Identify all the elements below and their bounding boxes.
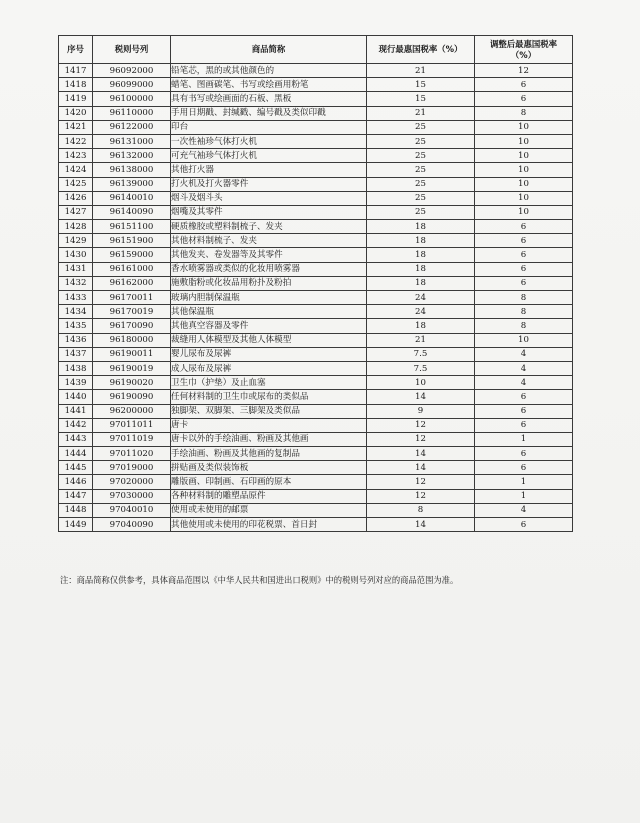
cell-adjusted-rate: 10 — [475, 177, 573, 191]
cell-product-name: 印台 — [171, 120, 367, 134]
table-row — [59, 376, 573, 390]
cell-adjusted-rate: 1 — [475, 475, 573, 489]
cell-tariff-code: 96138000 — [93, 163, 171, 177]
cell-product-name: 裁缝用人体模型及其他人体模型 — [171, 333, 367, 347]
cell-seq: 1434 — [59, 305, 93, 319]
cell-product-name: 其他发夹、卷发器等及其零件 — [171, 248, 367, 262]
cell-seq: 1441 — [59, 404, 93, 418]
cell-seq: 1448 — [59, 503, 93, 517]
cell-current-rate: 21 — [367, 333, 475, 347]
cell-product-name: 雕版画、印制画、石印画的原本 — [171, 475, 367, 489]
cell-current-rate: 14 — [367, 461, 475, 475]
cell-seq: 1417 — [59, 64, 93, 78]
cell-product-name: 其他打火器 — [171, 163, 367, 177]
cell-adjusted-rate: 8 — [475, 305, 573, 319]
cell-seq: 1439 — [59, 376, 93, 390]
cell-adjusted-rate: 6 — [475, 276, 573, 290]
cell-current-rate: 21 — [367, 106, 475, 120]
cell-adjusted-rate: 4 — [475, 376, 573, 390]
cell-adjusted-rate: 6 — [475, 418, 573, 432]
table-row — [59, 191, 573, 205]
cell-current-rate: 14 — [367, 518, 475, 532]
cell-current-rate: 15 — [367, 92, 475, 106]
cell-tariff-code: 96190090 — [93, 390, 171, 404]
cell-seq: 1427 — [59, 205, 93, 219]
cell-current-rate: 21 — [367, 64, 475, 78]
cell-current-rate: 9 — [367, 404, 475, 418]
cell-seq: 1418 — [59, 78, 93, 92]
tariff-table — [58, 35, 573, 532]
cell-product-name: 其他材料制梳子、发夹 — [171, 234, 367, 248]
cell-seq: 1444 — [59, 447, 93, 461]
cell-product-name: 烟斗及烟斗头 — [171, 191, 367, 205]
cell-current-rate: 14 — [367, 447, 475, 461]
cell-product-name: 手绘油画、粉画及其他画的复制品 — [171, 447, 367, 461]
cell-tariff-code: 96132000 — [93, 149, 171, 163]
cell-adjusted-rate: 6 — [475, 404, 573, 418]
cell-seq: 1446 — [59, 475, 93, 489]
header-seq: 序号 — [59, 36, 93, 64]
table-row — [59, 106, 573, 120]
cell-product-name: 其他真空容器及零件 — [171, 319, 367, 333]
cell-product-name: 烟嘴及其零件 — [171, 205, 367, 219]
cell-seq: 1447 — [59, 489, 93, 503]
table-row — [59, 205, 573, 219]
cell-product-name: 打火机及打火器零件 — [171, 177, 367, 191]
table-row — [59, 404, 573, 418]
table-row — [59, 120, 573, 134]
cell-product-name: 具有书写或绘画面的石板、黑板 — [171, 92, 367, 106]
cell-tariff-code: 97040010 — [93, 503, 171, 517]
cell-seq: 1429 — [59, 234, 93, 248]
cell-current-rate: 25 — [367, 149, 475, 163]
table-row — [59, 418, 573, 432]
cell-seq: 1432 — [59, 276, 93, 290]
cell-seq: 1449 — [59, 518, 93, 532]
cell-adjusted-rate: 6 — [475, 92, 573, 106]
header-adjusted-mfn-rate — [475, 36, 573, 64]
cell-tariff-code: 97019000 — [93, 461, 171, 475]
cell-seq: 1430 — [59, 248, 93, 262]
cell-current-rate: 18 — [367, 319, 475, 333]
cell-product-name: 卫生巾（护垫）及止血塞 — [171, 376, 367, 390]
cell-product-name: 任何材料制的卫生巾或尿布的类似品 — [171, 390, 367, 404]
cell-seq: 1421 — [59, 120, 93, 134]
cell-product-name: 各种材料制的雕塑品原件 — [171, 489, 367, 503]
cell-current-rate: 15 — [367, 78, 475, 92]
table-row — [59, 220, 573, 234]
table-row — [59, 347, 573, 361]
cell-seq: 1428 — [59, 220, 93, 234]
cell-current-rate: 25 — [367, 120, 475, 134]
cell-adjusted-rate: 4 — [475, 361, 573, 375]
cell-adjusted-rate: 6 — [475, 78, 573, 92]
header-product-name: 商品简称 — [171, 36, 367, 64]
cell-current-rate: 24 — [367, 291, 475, 305]
footnote: 注：商品简称仅供参考，具体商品范围以《中华人民共和国进出口税则》中的税则号列对应的商品范围为准。 — [60, 575, 459, 585]
cell-adjusted-rate: 1 — [475, 432, 573, 446]
cell-tariff-code: 96122000 — [93, 120, 171, 134]
cell-adjusted-rate: 10 — [475, 191, 573, 205]
cell-seq: 1426 — [59, 191, 93, 205]
cell-adjusted-rate: 12 — [475, 64, 573, 78]
cell-tariff-code: 96161000 — [93, 262, 171, 276]
table-row — [59, 503, 573, 517]
cell-seq: 1438 — [59, 361, 93, 375]
cell-adjusted-rate: 8 — [475, 319, 573, 333]
cell-seq: 1423 — [59, 149, 93, 163]
cell-adjusted-rate: 8 — [475, 291, 573, 305]
table-row — [59, 262, 573, 276]
cell-current-rate: 7.5 — [367, 361, 475, 375]
cell-tariff-code: 96139000 — [93, 177, 171, 191]
table-row — [59, 475, 573, 489]
cell-tariff-code: 96190019 — [93, 361, 171, 375]
cell-adjusted-rate: 6 — [475, 390, 573, 404]
cell-adjusted-rate: 6 — [475, 248, 573, 262]
cell-seq: 1431 — [59, 262, 93, 276]
table-row — [59, 461, 573, 475]
cell-current-rate: 18 — [367, 220, 475, 234]
table-row — [59, 361, 573, 375]
cell-tariff-code: 96092000 — [93, 64, 171, 78]
cell-tariff-code: 96190020 — [93, 376, 171, 390]
cell-seq: 1443 — [59, 432, 93, 446]
cell-seq: 1419 — [59, 92, 93, 106]
header-tariff-code: 税则号列 — [93, 36, 171, 64]
cell-tariff-code: 96140010 — [93, 191, 171, 205]
cell-current-rate: 12 — [367, 432, 475, 446]
cell-adjusted-rate: 6 — [475, 262, 573, 276]
cell-product-name: 香水喷雾器或类似的化妆用喷雾器 — [171, 262, 367, 276]
cell-product-name: 可充气袖珍气体打火机 — [171, 149, 367, 163]
cell-tariff-code: 97030000 — [93, 489, 171, 503]
cell-adjusted-rate: 8 — [475, 106, 573, 120]
cell-tariff-code: 96200000 — [93, 404, 171, 418]
cell-current-rate: 10 — [367, 376, 475, 390]
cell-current-rate: 7.5 — [367, 347, 475, 361]
header-current-mfn-rate: 现行最惠国税率（%） — [367, 36, 475, 64]
cell-product-name: 独脚架、双脚架、三脚架及类似品 — [171, 404, 367, 418]
table-row — [59, 390, 573, 404]
cell-seq: 1445 — [59, 461, 93, 475]
cell-current-rate: 8 — [367, 503, 475, 517]
table-row — [59, 134, 573, 148]
cell-current-rate: 14 — [367, 390, 475, 404]
cell-adjusted-rate: 10 — [475, 134, 573, 148]
cell-current-rate: 25 — [367, 134, 475, 148]
cell-current-rate: 24 — [367, 305, 475, 319]
cell-adjusted-rate: 6 — [475, 518, 573, 532]
cell-seq: 1420 — [59, 106, 93, 120]
cell-tariff-code: 96170019 — [93, 305, 171, 319]
cell-tariff-code: 97020000 — [93, 475, 171, 489]
table-row — [59, 248, 573, 262]
cell-adjusted-rate: 1 — [475, 489, 573, 503]
cell-tariff-code: 96151900 — [93, 234, 171, 248]
cell-tariff-code: 96180000 — [93, 333, 171, 347]
cell-seq: 1436 — [59, 333, 93, 347]
cell-current-rate: 18 — [367, 234, 475, 248]
table-row — [59, 78, 573, 92]
cell-product-name: 蜡笔、图画碳笔、书写或绘画用粉笔 — [171, 78, 367, 92]
table-row — [59, 333, 573, 347]
cell-product-name: 硬质橡胶或塑料制梳子、发夹 — [171, 220, 367, 234]
table-header-row — [59, 36, 573, 64]
table-row — [59, 276, 573, 290]
cell-adjusted-rate: 10 — [475, 333, 573, 347]
cell-product-name: 成人尿布及尿裤 — [171, 361, 367, 375]
cell-product-name: 拼贴画及类似装饰板 — [171, 461, 367, 475]
cell-adjusted-rate: 10 — [475, 149, 573, 163]
cell-tariff-code: 96170011 — [93, 291, 171, 305]
table-row — [59, 319, 573, 333]
cell-tariff-code: 96170090 — [93, 319, 171, 333]
table-row — [59, 305, 573, 319]
cell-tariff-code: 96151100 — [93, 220, 171, 234]
table-row — [59, 291, 573, 305]
cell-current-rate: 18 — [367, 276, 475, 290]
cell-current-rate: 12 — [367, 418, 475, 432]
table-row — [59, 234, 573, 248]
cell-product-name: 婴儿尿布及尿裤 — [171, 347, 367, 361]
cell-product-name: 其他保温瓶 — [171, 305, 367, 319]
cell-adjusted-rate: 6 — [475, 220, 573, 234]
cell-product-name: 使用或未使用的邮票 — [171, 503, 367, 517]
cell-tariff-code: 96099000 — [93, 78, 171, 92]
cell-seq: 1433 — [59, 291, 93, 305]
cell-product-name: 玻璃内胆制保温瓶 — [171, 291, 367, 305]
table-row — [59, 149, 573, 163]
table-body — [59, 64, 573, 532]
cell-seq: 1422 — [59, 134, 93, 148]
table-row — [59, 177, 573, 191]
cell-current-rate: 25 — [367, 163, 475, 177]
cell-adjusted-rate: 4 — [475, 347, 573, 361]
cell-product-name: 唐卡以外的手绘油画、粉画及其他画 — [171, 432, 367, 446]
cell-seq: 1440 — [59, 390, 93, 404]
table-row — [59, 432, 573, 446]
cell-product-name: 施敷脂粉或化妆品用粉扑及粉拍 — [171, 276, 367, 290]
cell-current-rate: 25 — [367, 177, 475, 191]
header-adjusted-rate-line1: 调整后最惠国税率 — [490, 38, 557, 49]
cell-product-name: 唐卡 — [171, 418, 367, 432]
cell-adjusted-rate: 6 — [475, 461, 573, 475]
header-adjusted-rate-line2: （%） — [510, 49, 537, 60]
cell-tariff-code: 97011020 — [93, 447, 171, 461]
cell-seq: 1424 — [59, 163, 93, 177]
cell-current-rate: 12 — [367, 475, 475, 489]
cell-adjusted-rate: 10 — [475, 205, 573, 219]
table-row — [59, 447, 573, 461]
cell-tariff-code: 96162000 — [93, 276, 171, 290]
cell-product-name: 其他使用或未使用的印花税票、首日封 — [171, 518, 367, 532]
cell-current-rate: 12 — [367, 489, 475, 503]
cell-current-rate: 18 — [367, 262, 475, 276]
table-row — [59, 489, 573, 503]
table-row — [59, 518, 573, 532]
table-row — [59, 92, 573, 106]
table-row — [59, 64, 573, 78]
cell-tariff-code: 97011019 — [93, 432, 171, 446]
cell-tariff-code: 96100000 — [93, 92, 171, 106]
cell-product-name: 铅笔芯，黑的或其他颜色的 — [171, 64, 367, 78]
cell-tariff-code: 96190011 — [93, 347, 171, 361]
cell-tariff-code: 97040090 — [93, 518, 171, 532]
cell-product-name: 一次性袖珍气体打火机 — [171, 134, 367, 148]
cell-current-rate: 25 — [367, 191, 475, 205]
cell-seq: 1442 — [59, 418, 93, 432]
cell-adjusted-rate: 6 — [475, 234, 573, 248]
cell-seq: 1425 — [59, 177, 93, 191]
cell-current-rate: 18 — [367, 248, 475, 262]
cell-seq: 1437 — [59, 347, 93, 361]
cell-adjusted-rate: 6 — [475, 447, 573, 461]
cell-tariff-code: 96140090 — [93, 205, 171, 219]
cell-adjusted-rate: 10 — [475, 120, 573, 134]
cell-tariff-code: 96131000 — [93, 134, 171, 148]
cell-product-name: 手用日期戳、封缄戳、编号戳及类似印戳 — [171, 106, 367, 120]
cell-adjusted-rate: 4 — [475, 503, 573, 517]
cell-current-rate: 25 — [367, 205, 475, 219]
cell-tariff-code: 96159000 — [93, 248, 171, 262]
cell-tariff-code: 96110000 — [93, 106, 171, 120]
cell-adjusted-rate: 10 — [475, 163, 573, 177]
table-row — [59, 163, 573, 177]
cell-seq: 1435 — [59, 319, 93, 333]
cell-tariff-code: 97011011 — [93, 418, 171, 432]
